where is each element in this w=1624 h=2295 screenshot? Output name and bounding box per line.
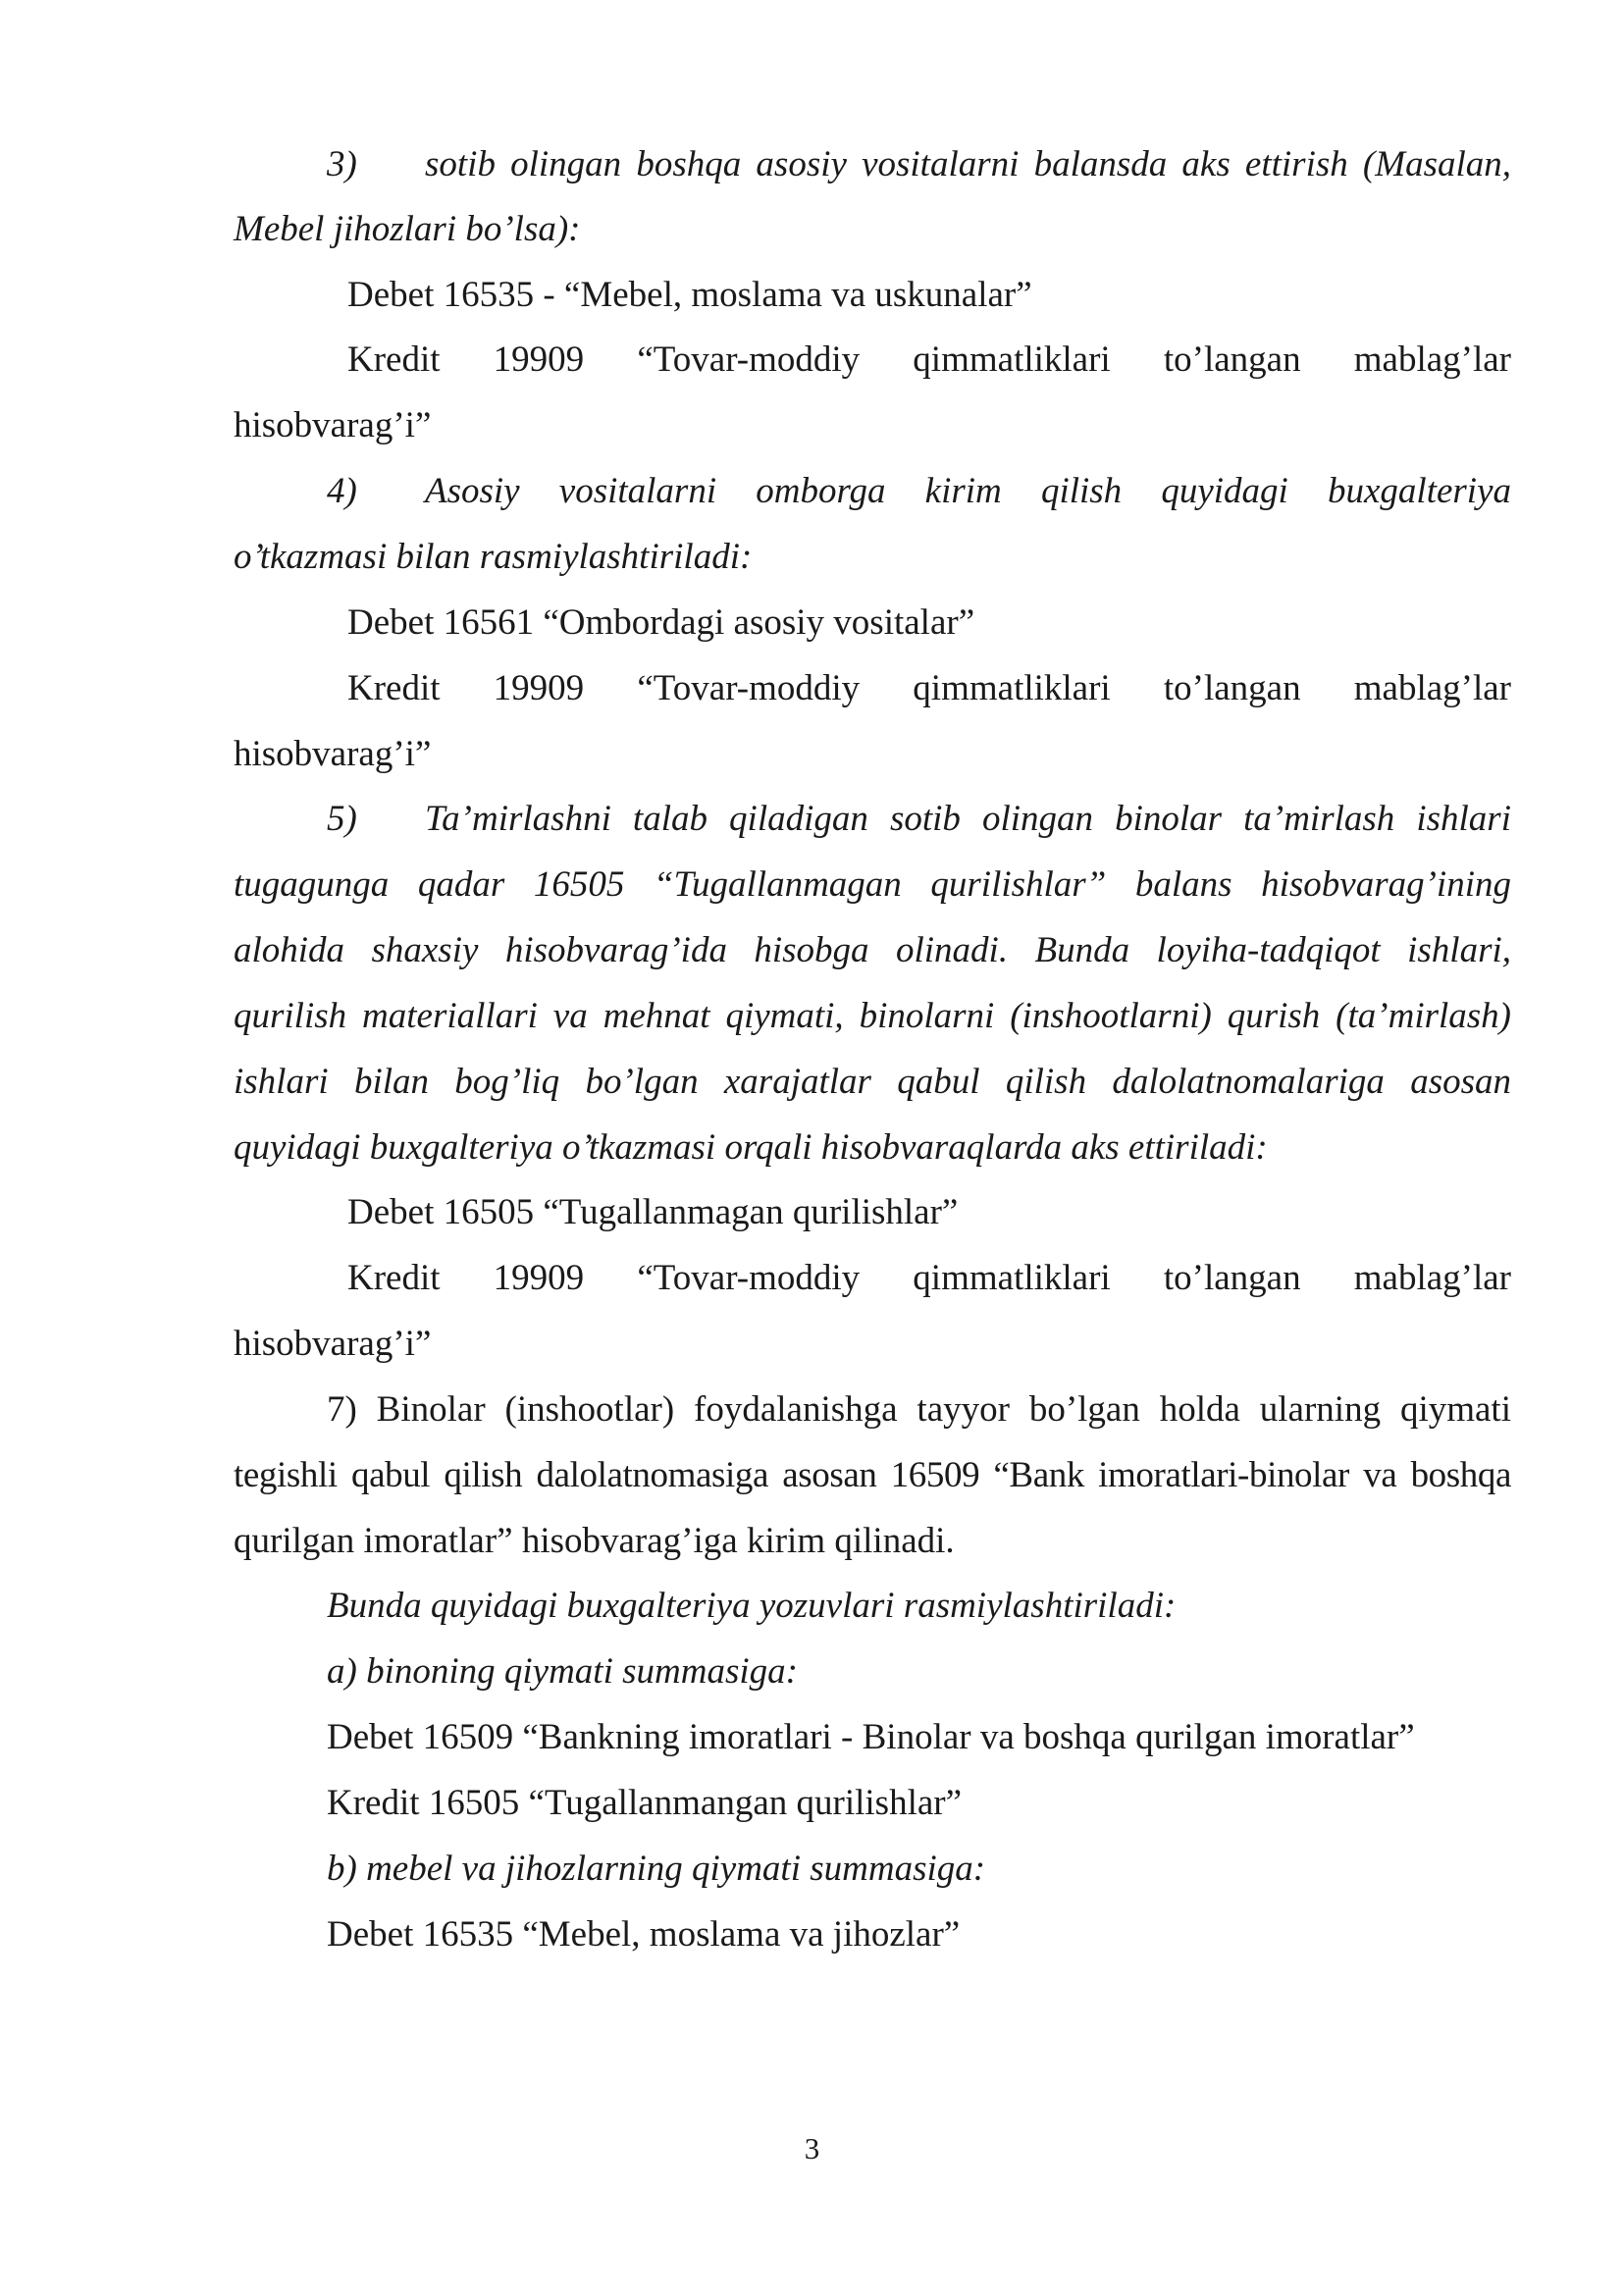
item-5-line-3: alohida shaxsiy hisobvarag’ida hisobga olinadi. Bunda loyiha-tadqiqot ishlari, — [234, 930, 1511, 970]
record-b-debit: Debet 16535 “Mebel, moslama va jihozlar” — [327, 1914, 961, 1955]
item-4-line-1 — [327, 470, 1511, 513]
item-3-line-2: Mebel jihozlari bo’lsa): — [234, 209, 581, 249]
record-a-credit: Kredit 16505 “Tugallanmangan qurilishlar” — [327, 1783, 963, 1823]
records-intro: Bunda quyidagi buxgalteriya yozuvlari rasmiylashtiriladi: — [327, 1586, 1177, 1626]
item-3-number: 3) — [327, 144, 357, 184]
entry-4-debit: Debet 16561 “Ombordagi asosiy vositalar” — [347, 602, 975, 643]
item-4-number: 4) — [327, 471, 357, 511]
item-7-line-1: 7) Binolar (inshootlar) foydalanishga tayyor bo’lgan holda ularning qiymati — [327, 1389, 1511, 1430]
item-5-line-4: qurilish materiallari va mehnat qiymati, binolarni (inshootlarni) qurish (ta’mirlash) — [234, 996, 1511, 1036]
entry-3-credit-line-1: Kredit 19909 “Tovar-moddiy qimmatliklari to’langan mablag’lar — [347, 339, 1511, 380]
item-3-text: sotib olingan boshqa asosiy vositalarni balansda aks ettirish (Masalan, — [425, 144, 1511, 184]
entry-3-debit: Debet 16535 - “Mebel, moslama va uskunalar” — [347, 275, 1032, 315]
page-number: 3 — [804, 2131, 820, 2165]
entry-4-credit-line-2: hisobvarag’i” — [234, 734, 432, 774]
entry-5-debit: Debet 16505 “Tugallanmagan qurilishlar” — [347, 1192, 959, 1232]
item-5-text: Ta’mirlashni talab qiladigan sotib olingan binolar ta’mirlash ishlari — [425, 799, 1511, 839]
item-7-line-2: tegishli qabul qilish dalolatnomasiga asosan 16509 “Bank imoratlari-binolar va boshqa — [234, 1455, 1511, 1495]
item-3-line-1 — [327, 143, 1511, 186]
item-5-line-2: tugagunga qadar 16505 “Tugallanmagan qurilishlar” balans hisobvarag’ining — [234, 864, 1511, 905]
record-a-debit: Debet 16509 “Bankning imoratlari - Binolar va boshqa qurilgan imoratlar” — [327, 1717, 1415, 1757]
entry-5-credit-line-1: Kredit 19909 “Tovar-moddiy qimmatliklari to’langan mablag’lar — [347, 1258, 1511, 1298]
record-b-label: b) mebel va jihozlarning qiymati summasiga: — [327, 1849, 986, 1889]
item-4-text: Asosiy vositalarni omborga kirim qilish quyidagi buxgalteriya — [425, 471, 1511, 511]
item-5-number: 5) — [327, 799, 357, 839]
record-a-label: a) binoning qiymati summasiga: — [327, 1651, 798, 1692]
item-7-line-3: qurilgan imoratlar” hisobvarag’iga kirim qilinadi. — [234, 1521, 955, 1561]
item-4-line-2: o’tkazmasi bilan rasmiylashtiriladi: — [234, 537, 753, 577]
item-5-line-1 — [327, 798, 1511, 841]
item-5-line-6: quyidagi buxgalteriya o’tkazmasi orqali hisobvaraqlarda aks ettiriladi: — [234, 1127, 1268, 1168]
entry-5-credit-line-2: hisobvarag’i” — [234, 1324, 432, 1364]
item-5-line-5: ishlari bilan bog’liq bo’lgan xarajatlar qabul qilish dalolatnomalariga asosan — [234, 1062, 1511, 1102]
entry-4-credit-line-1: Kredit 19909 “Tovar-moddiy qimmatliklari to’langan mablag’lar — [347, 668, 1511, 708]
entry-3-credit-line-2: hisobvarag’i” — [234, 405, 432, 445]
